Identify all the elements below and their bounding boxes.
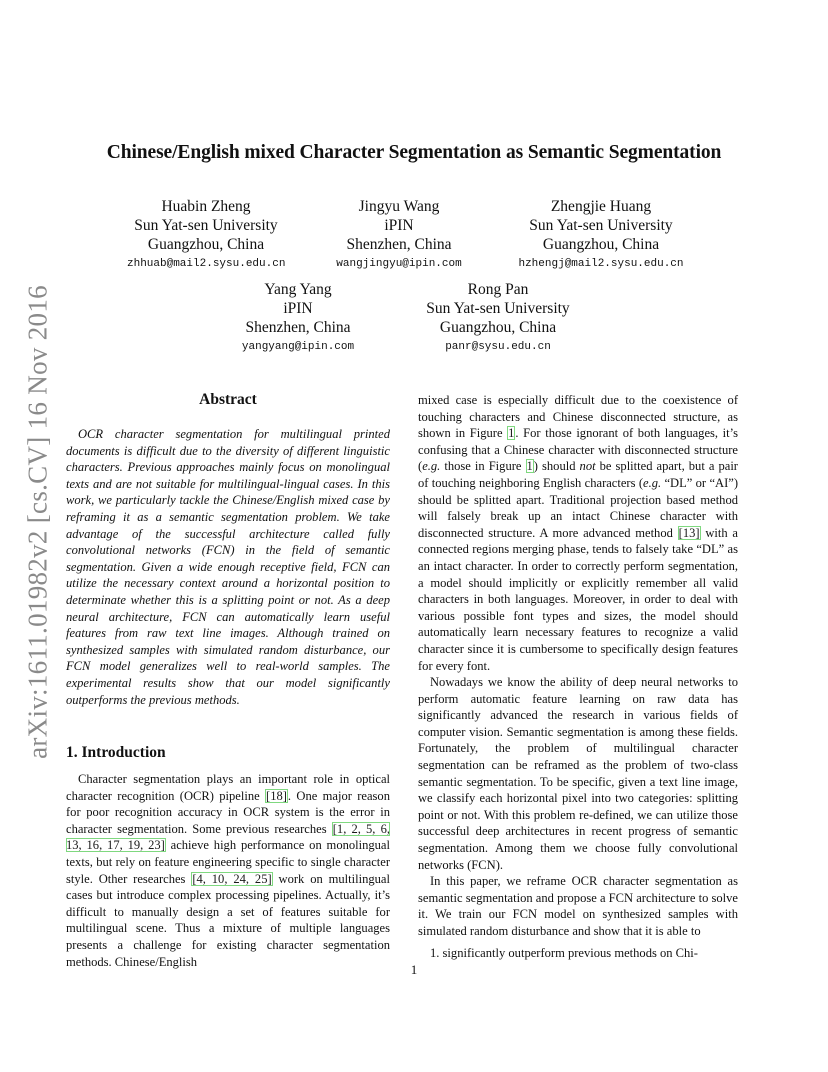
citation-link[interactable]: [13] [678, 525, 700, 540]
author-name: Zhengjie Huang [550, 198, 652, 215]
arxiv-identifier: arXiv:1611.01982v2 [cs.CV] 16 Nov 2016 [22, 285, 53, 759]
author-affiliation: iPIN [384, 217, 414, 234]
citation-link[interactable]: [18] [266, 788, 287, 803]
emphasis: e.g. [422, 459, 441, 474]
author-affiliation: iPIN [283, 300, 313, 317]
page-number: 1 [410, 962, 418, 977]
emphasis: not [579, 459, 596, 474]
author-block-1 [127, 197, 285, 274]
author-location: Guangzhou, China [147, 236, 265, 253]
intro-paragraph [66, 771, 390, 970]
figure-link[interactable]: 1 [508, 426, 515, 441]
text-run: be splitted apart, but a pair of touching neighboring English characters ( [418, 459, 738, 490]
intro-paragraph: Nowadays we know the ability of deep neural networks to perform automatic feature learning on raw data has significantly advanced the research in various fields of computer vision. Semantic segmentation is among these fields. Fortunately, the problem of multilingual character segmentation can be reframed as the problem of two-class semantic segmentation. To be specific, given a text line image, we classify each horizontal pixel into two categories: splitting point or not. With this problem re-defined, we can utilize those successful deep architectures in recent progress of semantic segmentation. Among them we choose fully convolutional networks (FCN). [418, 675, 738, 872]
text-run: Character segmentation plays an important role in optical character recognition (OCR) pipeline [66, 772, 390, 803]
text-run: work on multilingual cases but introduce complex processing pipelines. Actually, it’s difficult to manually design a set of features suitable for multilingual scene. Thus a mixture of multiple languages presents a challenge for existing character segmentation methods. Chinese/English [66, 871, 390, 969]
intro-paragraph: In this paper, we reframe OCR character segmentation as semantic segmentation and propose a FCN architecture to solve it. We train our FCN model on synthesized samples with simulated random disturbance and show that it is able to [418, 874, 738, 938]
author-name: Yang Yang [264, 281, 332, 298]
citation-link[interactable]: [4, 10, 24, 25] [192, 871, 272, 886]
author-location: Shenzhen, China [245, 319, 351, 336]
text-run: with a connected regions merging phase, tends to falsely take “DL” as an intact character. In order to correctly perform segmentation, a model should implicitly or explicitly remember all valid characters in both languages. Moreover, in order to deal with various possible font types and sizes, the model should automatically learn necessary features to recognize a valid character since it is cumbersome to specifically design features for every font. [418, 525, 738, 673]
author-email: hzhengj@mail2.sysu.edu.cn [518, 258, 684, 270]
author-name: Jingyu Wang [358, 198, 440, 215]
text-run: achieve high performance on monolingual texts, but rely on feature engineering specific to single character style. Other researches [66, 838, 390, 886]
author-affiliation: Sun Yat-sen University [529, 217, 673, 234]
author-name: Huabin Zheng [161, 198, 251, 215]
author-email: panr@sysu.edu.cn [445, 341, 551, 353]
section-heading-introduction: 1. Introduction [66, 744, 166, 761]
author-email: yangyang@ipin.com [241, 341, 355, 353]
author-affiliation: Sun Yat-sen University [426, 300, 570, 317]
author-location: Guangzhou, China [439, 319, 557, 336]
citation-link[interactable]: [1, 2, 5, 6, 13, 16, 17, 19, 23] [66, 821, 390, 853]
author-block-3 [506, 197, 696, 274]
text-run: . For those ignorant of both languages, it’s confusing that a Chinese character with disconnected structure ( [418, 426, 738, 474]
figure-link[interactable]: 1 [526, 459, 533, 474]
abstract-heading: Abstract [199, 391, 257, 408]
author-block-4 [228, 280, 368, 357]
contribution-list-item: 1. significantly outperform previous methods on Chi- [430, 945, 698, 960]
abstract-text: OCR character segmentation for multilingual printed documents is difficult due to the diversity of different linguistic characters. Previous approaches mainly focus on monolingual texts and are not suitable for multilingual-lingual cases. In this work, we particularly tackle the Chinese/English mixed case by reframing it as a semantic segmentation problem. We take advantage of the successful architecture called fully convolutional networks (FCN) in the field of semantic segmentation. Given a wide enough receptive field, FCN can utilize the necessary context around a horizontal position to determinate whether this is a splitting point or not. As a deep neural architecture, FCN can automatically learn useful features from raw text line images. Although trained on synthesized samples with simulated random disturbance, our FCN model generalizes well to real-world samples. The experimental results show that our model significantly outperforms the previous methods. [66, 427, 390, 707]
author-name: Rong Pan [467, 281, 529, 298]
author-block-5 [410, 280, 586, 357]
text-run: mixed case is especially difficult due to the coexistence of touching characters and Chinese disconnected structure, as shown in Figure [418, 393, 738, 441]
author-affiliation: Sun Yat-sen University [134, 217, 278, 234]
text-run: “DL” or “AI”) should be splitted apart. Traditional projection based method will falsely break up an intact Chinese character with disconnected structure. A more advanced method [418, 475, 739, 540]
author-email: wangjingyu@ipin.com [336, 258, 462, 270]
author-email: zhhuab@mail2.sysu.edu.cn [127, 258, 286, 270]
author-location: Guangzhou, China [542, 236, 660, 253]
arxiv-side-stamp [22, 272, 54, 772]
author-location: Shenzhen, China [346, 236, 452, 253]
intro-right-column [418, 392, 738, 961]
emphasis: e.g. [643, 475, 662, 490]
intro-paragraph [418, 392, 738, 674]
text-run: ) should [533, 459, 580, 474]
text-run: . One major reason for poor recognition accuracy in OCR system is the error in character segmentation. Some previous researches [66, 788, 390, 836]
text-run: those in Figure [440, 459, 526, 474]
intro-left-column [66, 771, 390, 970]
paper-title: Chinese/English mixed Character Segmentation as Semantic Segmentation [106, 142, 722, 163]
author-block-2 [325, 197, 473, 274]
